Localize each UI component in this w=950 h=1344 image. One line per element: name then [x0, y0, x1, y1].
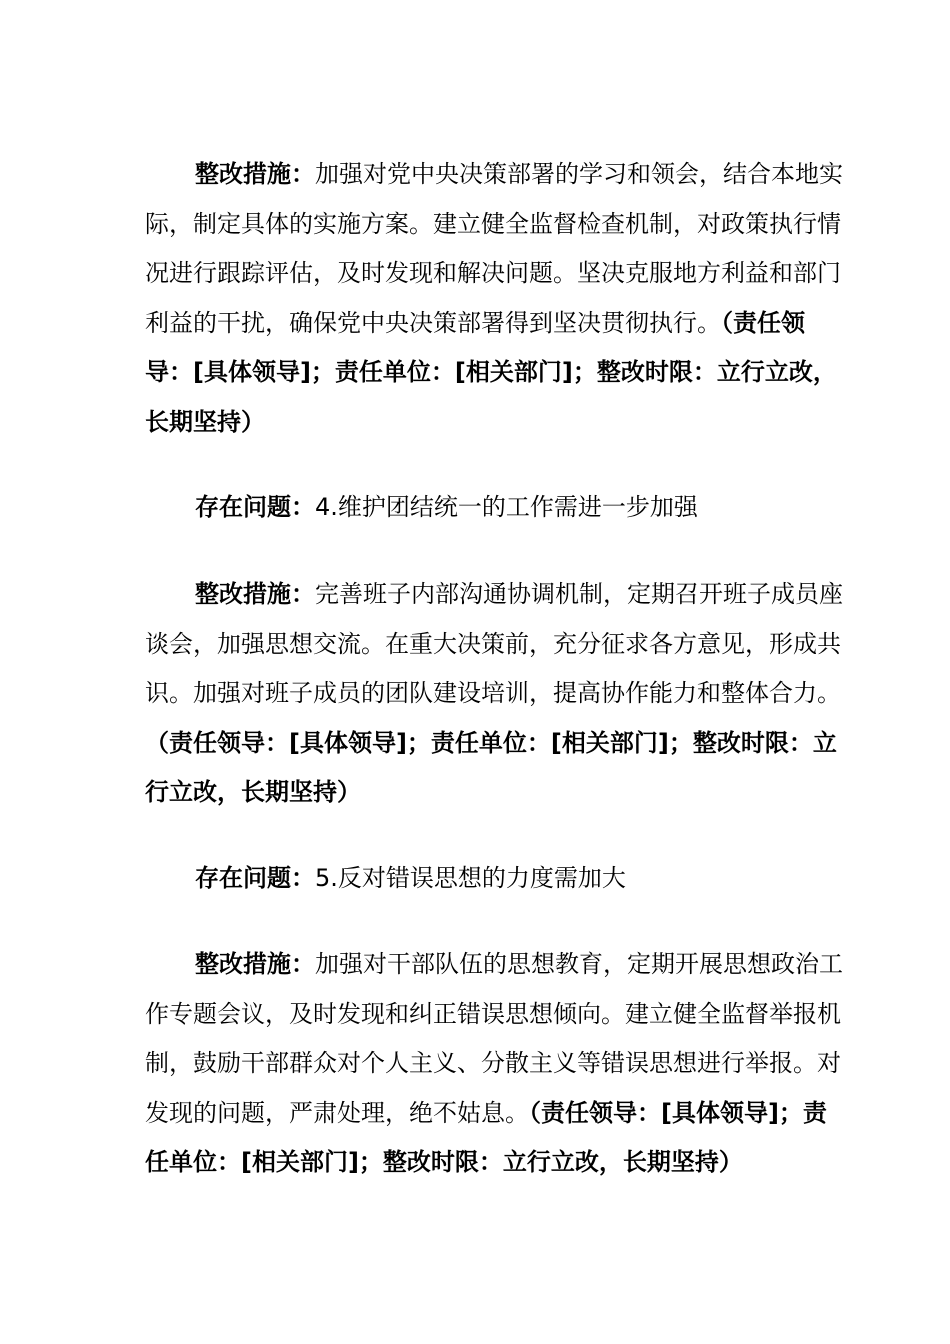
paragraph-text: 加强对干部队伍的思想教育，定期开展思想政治工作专题会议，及时发现和纠正错误思想倾向。建立健全监督举报机制，鼓励干部群众对个人主义、分散主义等错误思想进行举报。对发现的问题，严肃处理，绝不姑息。	[145, 950, 843, 1127]
paragraph-label: 整改措施：	[195, 580, 315, 608]
paragraph-label: 整改措施：	[195, 160, 315, 188]
paragraph-text: 4.维护团结统一的工作需进一步加强	[315, 493, 698, 521]
paragraph-text: 5.反对错误思想的力度需加大	[315, 864, 626, 892]
paragraph-rectification-measures-1	[145, 150, 845, 447]
responsibility-note: （责任领导：[具体领导]；责任单位：[相关部门]；整改时限：立行立改，长期坚持）	[145, 728, 837, 806]
paragraph-rectification-measures-2	[145, 570, 845, 818]
paragraph-existing-problem-4	[145, 483, 845, 533]
paragraph-existing-problem-5	[145, 854, 845, 904]
paragraph-rectification-measures-3	[145, 940, 845, 1188]
paragraph-label: 整改措施：	[195, 950, 315, 978]
responsibility-note: （责任领导：[具体领导]；责任单位：[相关部门]；整改时限：立行立改，长期坚持）	[145, 1098, 827, 1176]
paragraph-label: 存在问题：	[195, 493, 315, 521]
paragraph-label: 存在问题：	[195, 864, 315, 892]
paragraph-text: 加强对党中央决策部署的学习和领会，结合本地实际，制定具体的实施方案。建立健全监督检查机制，对政策执行情况进行跟踪评估，及时发现和解决问题。坚决克服地方利益和部门利益的干扰，确保党中央决策部署得到坚决贯彻执行。	[145, 160, 843, 337]
paragraph-text: 完善班子内部沟通协调机制，定期召开班子成员座谈会，加强思想交流。在重大决策前，充分征求各方意见，形成共识。加强对班子成员的团队建设培训，提高协作能力和整体合力。	[145, 580, 843, 707]
responsibility-note: （责任领导：[具体领导]；责任单位：[相关部门]；整改时限：立行立改，长期坚持）	[145, 308, 837, 436]
